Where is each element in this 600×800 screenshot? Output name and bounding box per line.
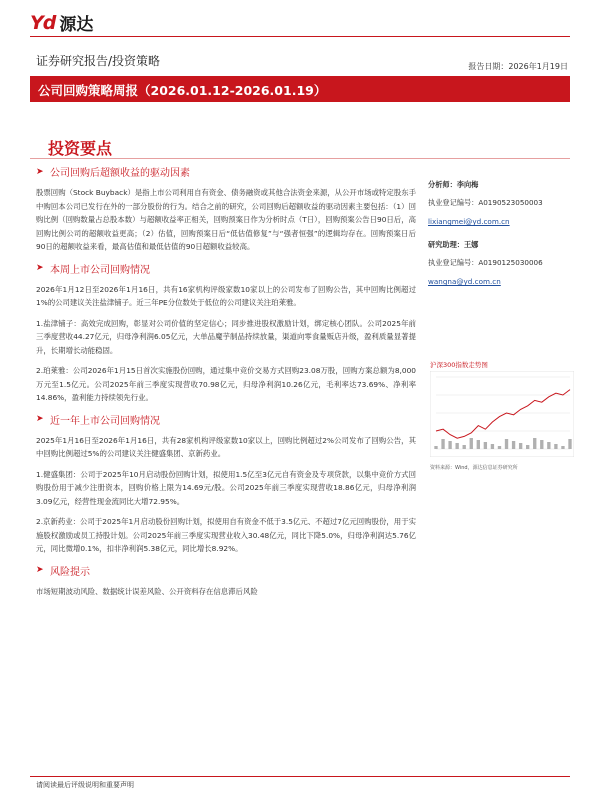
section-heading-weekly	[36, 261, 416, 276]
chart-volume-bar	[519, 443, 522, 449]
index-chart	[430, 360, 574, 471]
section-title: 投资要点	[48, 139, 113, 158]
paragraph: 1.健盛集团：公司于2025年10月启动股份回购计划，拟使用1.5亿至3亿元自有资金及专项贷款，以集中竞价方式回购股份用于减少注册资本，回购价格上限为14.69元/股。公司2025年前三季度实现营收18.86亿元，归母净利润3.09亿元，经营性现金流同比大增72.95%。	[36, 469, 416, 506]
paragraph: 2026年1月12日至2026年1月16日，共有16家机构评级家数10家以上的公司发布了回购公告，其中回购比例超过1%的公司建议关注盐津铺子。近三年PE分位数处于低位的公司建议关注珀莱雅。	[36, 284, 416, 307]
chart-volume-bar	[568, 439, 571, 449]
chart-volume-bar	[554, 444, 557, 449]
main-content	[36, 164, 416, 605]
analyst-email-link[interactable]: lixiangmei@yd.com.cn	[428, 217, 510, 226]
analyst-sidebar	[428, 180, 578, 300]
report-type: 证券研究报告/投资策略	[36, 54, 161, 68]
section-rule	[30, 158, 570, 159]
chart-volume-bar	[491, 444, 494, 449]
chart-volume-bar	[477, 440, 480, 449]
section-heading-yearly	[36, 412, 416, 427]
chart-volume-bar	[547, 442, 550, 449]
heading-text: 公司回购后超额收益的驱动因素	[50, 168, 190, 179]
heading-text: 本周上市公司回购情况	[50, 264, 150, 276]
heading-text: 风险提示	[50, 566, 90, 578]
chart-title: 沪深300指数走势图	[430, 361, 488, 369]
arrow-right-icon: ➤	[36, 565, 44, 575]
chart-volume-bar	[484, 442, 487, 449]
chart-volume-bar	[441, 439, 444, 449]
logo-mark: Yd	[30, 11, 56, 34]
paragraph: 市场短期波动风险、数据统计误差风险、公开资料存在信息滞后风险	[36, 586, 258, 596]
chart-volume-bar	[540, 440, 543, 449]
arrow-right-icon: ➤	[36, 166, 44, 177]
analyst-name: 分析师：李向梅	[428, 180, 479, 189]
chart-svg	[430, 371, 574, 457]
analyst-registration: 执业登记编号：A0190523050003	[428, 198, 543, 207]
heading-text: 近一年上市公司回购情况	[50, 415, 160, 427]
paragraph: 2.京新药业：公司于2025年1月启动股份回购计划，拟使用自有资金不低于3.5亿元、不超过7亿元回购股份，用于实施股权激励或员工持股计划。公司2025年前三季度实现营业收入30.48亿元，同比下降5.0%，归母净利润达5.76亿元，同比微增0.1%，扣非净利润5.38亿元，同比增长8.92%。	[36, 517, 416, 553]
footer-rule	[30, 776, 570, 777]
report-title: 公司回购策略周报（2026.01.12-2026.01.19）	[38, 83, 327, 98]
chart-volume-bar	[434, 446, 437, 449]
paragraph: 1.盐津铺子：高效完成回购，彰显对公司价值的坚定信心；同步推进股权激励计划，绑定核心团队。公司2025年前三季度营收44.27亿元，归母净利润6.05亿元，大单品魔芋制品持续放量，渠道向零食量贩店升级，盈利质量显著提升，长期增长动能稳固。	[36, 318, 416, 355]
company-logo	[30, 10, 93, 35]
paragraph: 2.珀莱雅：公司2026年1月15日首次实施股份回购，通过集中竞价交易方式回购23.08万股，回购方案总额为8,000万元至1.5亿元。公司2025年前三季度实现营收70.98亿元，归母净利润10.26亿元，毛利率达73.69%、净利率14.86%，盈利能力持续领先行业。	[36, 366, 416, 402]
arrow-right-icon: ➤	[36, 263, 44, 273]
chart-volume-bar	[526, 445, 529, 449]
chart-source: 资料来源：Wind，源达信息证券研究所	[430, 465, 518, 471]
chart-volume-bar	[470, 438, 473, 449]
chart-volume-bar	[512, 441, 515, 449]
chart-volume-bar	[448, 441, 451, 449]
arrow-right-icon: ➤	[36, 414, 44, 424]
section-heading-risk	[36, 563, 416, 578]
report-date: 报告日期：2026年1月19日	[468, 62, 568, 71]
paragraph: 2025年1月16日至2026年1月16日，共有28家机构评级家数10家以上，回购比例超过2%公司发布了回购公告，其中回购比例超过5%的公司建议关注健盛集团、京新药业。	[36, 435, 416, 458]
chart-volume-bar	[463, 445, 466, 449]
chart-volume-bar	[505, 439, 508, 449]
chart-volume-bar	[455, 443, 458, 449]
paragraph: 股票回购（Stock Buyback）是指上市公司利用自有资金、债务融资或其他合法资金来源，从公开市场或特定股东手中购回本公司已发行在外的一部分股份的行为。结合之前的研究，公司回购后超额收益的驱动因素主要包括：（1）回购比例（回购数量占总股本数）与超额收益率正相关，回购预案日作为分析时点（T日），回购预案公告日90日后，高回购比例公司的超额收益更高；（2）估值，回购预案日后“低估值修复”与“强者恒强”的逻辑均存在。回购预案日后90日的超额收益来看，最高估值和最低估值的90日超额收益较高。	[36, 188, 416, 251]
assistant-email-link[interactable]: wangna@yd.com.cn	[428, 277, 501, 286]
assistant-registration: 执业登记编号：A0190125030006	[428, 258, 543, 267]
chart-volume-bar	[561, 446, 564, 449]
logo-name: 源达	[59, 15, 94, 35]
assistant-name: 研究助理：王娜	[428, 240, 479, 249]
title-banner	[30, 76, 570, 102]
header-rule	[30, 36, 570, 37]
chart-volume-bar	[498, 446, 501, 449]
footer-disclaimer: 请阅读最后评级说明和重要声明	[36, 781, 134, 789]
section-heading-drivers	[36, 164, 416, 179]
chart-volume-bar	[533, 438, 536, 449]
